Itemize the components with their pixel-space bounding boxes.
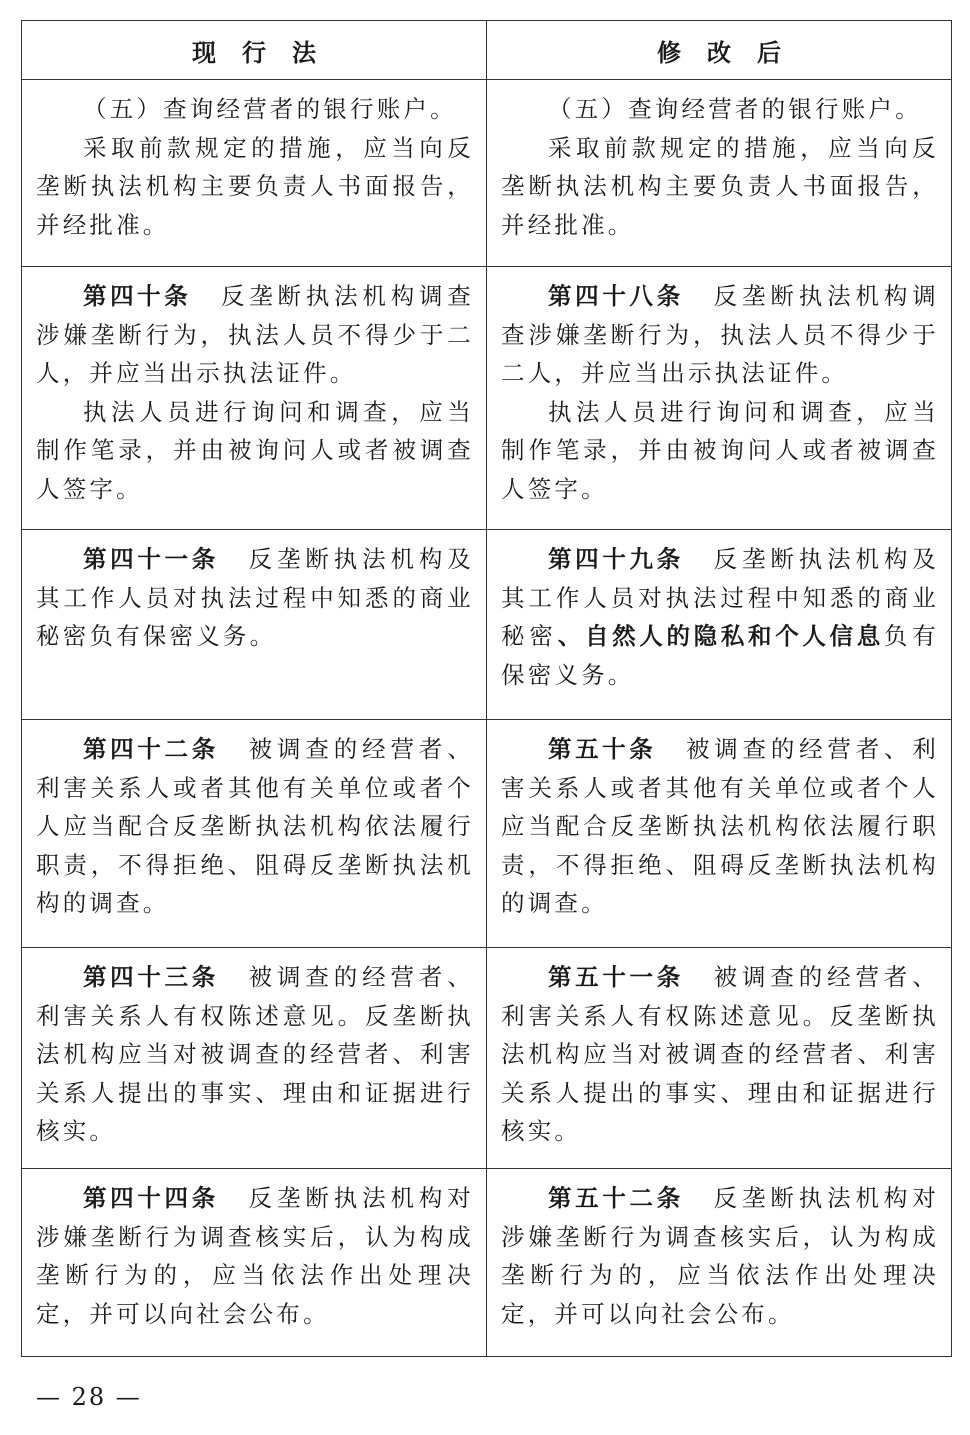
cell-current-law (22, 267, 487, 530)
cell-current-law (22, 948, 487, 1169)
paragraph (36, 540, 474, 656)
table-row (22, 267, 952, 530)
paragraph-text: 执法人员进行询问和调查，应当制作笔录，并由被询问人或者被调查人签字。 (36, 397, 474, 503)
paragraph (501, 129, 939, 245)
table-row (22, 80, 952, 267)
paragraph-text-after: 负有保密义务。 (501, 622, 940, 689)
paragraph-text: 被调查的经营者、利害关系人有权陈述意见。反垄断执法机构应当对被调查的经营者、利害关系人提出的事实、理由和证据进行核实。 (501, 963, 939, 1145)
paragraph-text: 反垄断执法机构调查涉嫌垄断行为，执法人员不得少于二人，并应当出示执法证件。 (501, 282, 939, 387)
page-number: — 28 — (36, 1383, 142, 1411)
paragraph (36, 393, 474, 509)
amended-highlight: 、自然人的隐私和个人信息 (557, 622, 884, 650)
paragraph (501, 90, 939, 129)
article-number: 第四十九条 (548, 545, 684, 573)
paragraph-text: 采取前款规定的措施，应当向反垄断执法机构主要负责人书面报告，并经批准。 (501, 133, 939, 239)
article-number: 第四十八条 (548, 282, 684, 310)
header-amended: 修改后 (487, 21, 952, 80)
cell-amended (487, 530, 952, 720)
cell-current-law (22, 1169, 487, 1357)
table-row (22, 948, 952, 1169)
cell-current-law (22, 80, 487, 267)
paragraph (36, 730, 474, 923)
paragraph (36, 129, 474, 245)
comparison-table (21, 20, 952, 1357)
paragraph-text: （五）查询经营者的银行账户。 (548, 95, 922, 123)
table-header-row (22, 21, 952, 80)
header-current-law: 现行法 (22, 21, 487, 80)
article-number: 第五十一条 (548, 963, 684, 991)
paragraph-text: 反垄断执法机构对涉嫌垄断行为调查核实后，认为构成垄断行为的，应当依法作出处理决定，并可以向社会公布。 (36, 1184, 474, 1328)
paragraph-text: 执法人员进行询问和调查，应当制作笔录，并由被询问人或者被调查人签字。 (501, 397, 939, 503)
paragraph (36, 958, 474, 1151)
article-number: 第四十条 (83, 282, 192, 310)
cell-amended (487, 720, 952, 948)
cell-current-law (22, 720, 487, 948)
table-row (22, 1169, 952, 1357)
article-number: 第五十二条 (548, 1184, 684, 1212)
paragraph (36, 1179, 474, 1333)
article-number: 第四十三条 (83, 963, 219, 991)
article-number: 第四十二条 (83, 735, 219, 763)
paragraph (36, 277, 474, 393)
cell-amended (487, 267, 952, 530)
article-number: 第五十条 (548, 735, 657, 763)
cell-amended (487, 1169, 952, 1357)
paragraph-text: 反垄断执法机构及其工作人员对执法过程中知悉的商业秘密 (501, 545, 939, 650)
paragraph-text: 采取前款规定的措施，应当向反垄断执法机构主要负责人书面报告，并经批准。 (36, 133, 474, 239)
paragraph (501, 958, 939, 1151)
cell-current-law (22, 530, 487, 720)
paragraph-text: （五）查询经营者的银行账户。 (83, 95, 457, 123)
paragraph-text: 反垄断执法机构调查涉嫌垄断行为，执法人员不得少于二人，并应当出示执法证件。 (36, 282, 474, 387)
paragraph (501, 540, 939, 694)
cell-amended (487, 80, 952, 267)
paragraph-text: 反垄断执法机构对涉嫌垄断行为调查核实后，认为构成垄断行为的，应当依法作出处理决定，并可以向社会公布。 (501, 1184, 939, 1328)
paragraph-text: 被调查的经营者、利害关系人或者其他有关单位或者个人应当配合反垄断执法机构依法履行职责，不得拒绝、阻碍反垄断执法机构的调查。 (501, 735, 939, 917)
paragraph (501, 730, 939, 923)
paragraph-text: 反垄断执法机构及其工作人员对执法过程中知悉的商业秘密负有保密义务。 (36, 545, 474, 650)
paragraph (501, 393, 939, 509)
table-row (22, 720, 952, 948)
paragraph (501, 277, 939, 393)
table-row (22, 530, 952, 720)
article-number: 第四十四条 (83, 1184, 219, 1212)
cell-amended (487, 948, 952, 1169)
paragraph-text: 被调查的经营者、利害关系人有权陈述意见。反垄断执法机构应当对被调查的经营者、利害关系人提出的事实、理由和证据进行核实。 (36, 963, 474, 1145)
paragraph (36, 90, 474, 129)
paragraph (501, 1179, 939, 1333)
paragraph-text: 被调查的经营者、利害关系人或者其他有关单位或者个人应当配合反垄断执法机构依法履行职责，不得拒绝、阻碍反垄断执法机构的调查。 (36, 735, 474, 917)
article-number: 第四十一条 (83, 545, 219, 573)
